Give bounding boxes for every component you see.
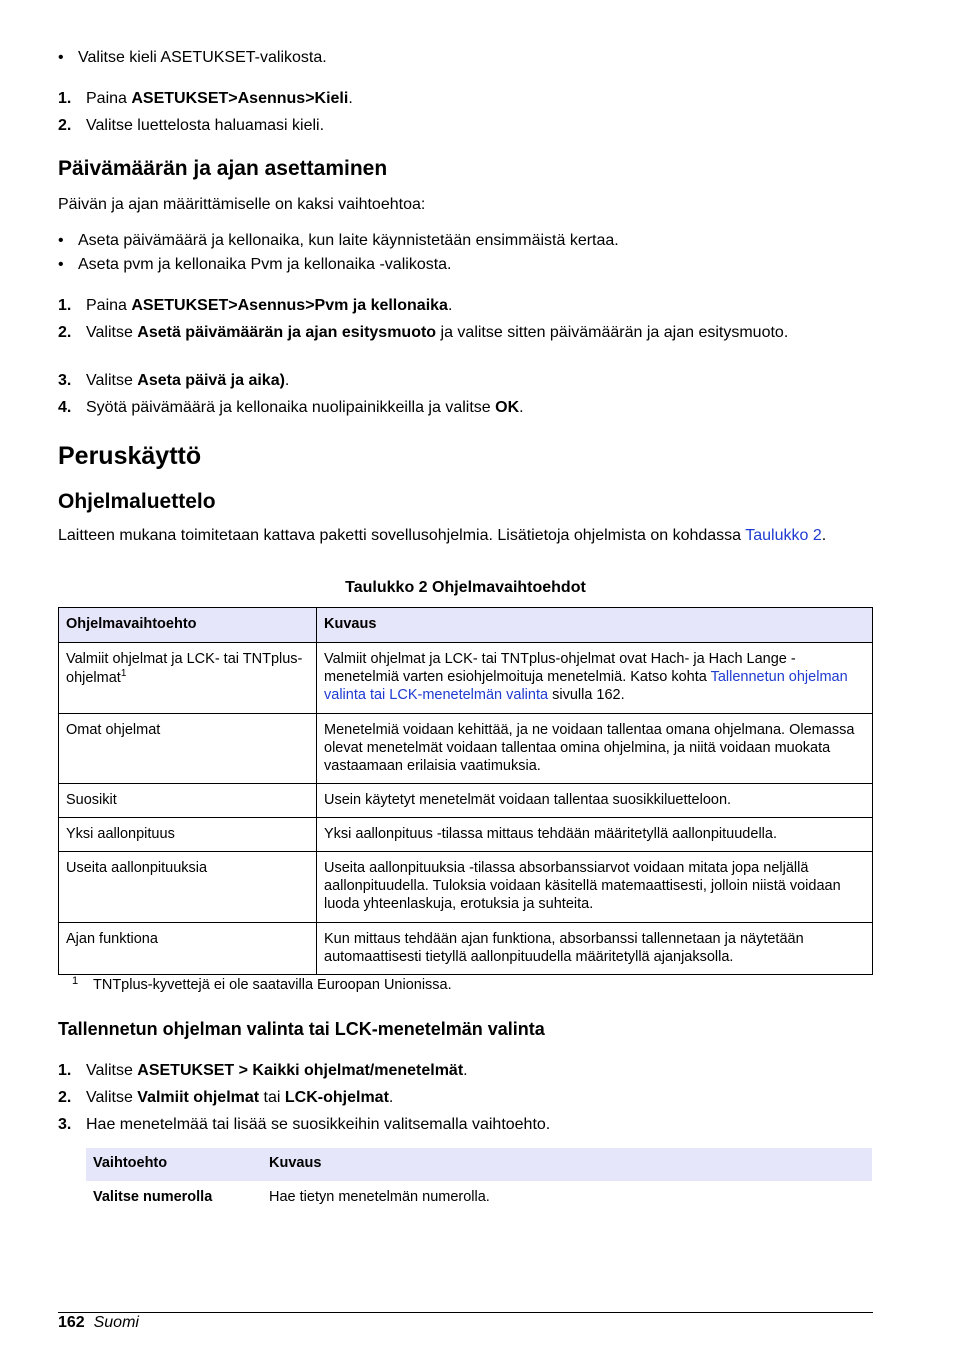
bullet-marker: •: [58, 232, 64, 249]
step-number: 2.: [58, 117, 72, 134]
bullet-marker: •: [58, 49, 64, 66]
date-step-4: [58, 398, 848, 419]
step-number: 1.: [58, 297, 72, 314]
column-header: Kuvaus: [262, 1148, 872, 1181]
description-cell: Yksi aallonpituus -tilassa mittaus tehdään määritetyllä aallonpituudella.: [317, 818, 873, 852]
lang-step-2: [58, 116, 848, 137]
table-row: [59, 713, 873, 783]
bullet-text: Aseta pvm ja kellonaika Pvm ja kellonaika -valikosta.: [78, 256, 452, 273]
program-section-title: Ohjelmaluettelo: [58, 490, 216, 513]
footnote-ref: 1: [120, 668, 127, 680]
footer-language: Suomi: [93, 1314, 139, 1331]
select-step-3: [58, 1115, 848, 1136]
option-cell: Omat ohjelmat: [59, 713, 317, 783]
description-cell: Menetelmiä voidaan kehittää, ja ne voidaan tallentaa omana ohjelmana. Olemassa olevat menetelmät voidaan tallentaa omina ohjelmina, ja niitä voidaan muokata vastaamaan erilaisia vaatimuksia.: [317, 713, 873, 783]
description-cell: Hae tietyn menetelmän numerolla.: [269, 1188, 490, 1205]
step-text: Valitse Valmiit ohjelmat tai LCK-ohjelmat.: [86, 1089, 394, 1106]
date-section-intro: Päivän ja ajan määrittämiselle on kaksi vaihtoehtoa:: [58, 196, 426, 213]
table-row: [59, 818, 873, 852]
chapter-title: Peruskäyttö: [58, 442, 202, 470]
footnote-number: 1: [72, 975, 79, 987]
step-text: Valitse Aseta päivä ja aika).: [86, 372, 290, 389]
step-number: 2.: [58, 1089, 72, 1106]
column-header: Vaihtoehto: [86, 1148, 262, 1181]
option-cell: Useita aallonpituuksia: [59, 852, 317, 922]
description-cell: Useita aallonpituuksia -tilassa absorbanssiarvot voidaan mitata jopa neljällä aallonpituudella. Tuloksia voidaan käsitellä matemaattisesti, jolloin niistä voidaan luoda yhteenlaskuja, erotuksia ja suhteita.: [317, 852, 873, 922]
select-options-table: [86, 1148, 872, 1214]
date-bullet-2: [58, 255, 452, 276]
bullet-marker: •: [58, 256, 64, 273]
program-options-table: [58, 607, 873, 975]
step-text: Valitse ASETUKSET > Kaikki ohjelmat/menetelmät.: [86, 1062, 468, 1079]
date-step-2: [58, 323, 818, 344]
step-number: 4.: [58, 399, 72, 416]
step-number: 1.: [58, 90, 72, 107]
description-cell: Kun mittaus tehdään ajan funktiona, absorbanssi tallennetaan ja näytetään automaattisesti tietyllä aallonpituudella määritetyllä ajanjaksolla.: [317, 922, 873, 974]
date-bullet-1: [58, 231, 619, 252]
table-header-row: [59, 608, 873, 643]
date-step-1: [58, 296, 848, 317]
step-text: Hae menetelmää tai lisää se suosikkeihin valitsemalla vaihtoehto.: [86, 1116, 551, 1133]
footnote-text: TNTplus-kyvettejä ei ole saatavilla Euroopan Unionissa.: [93, 977, 452, 993]
footer: [58, 1313, 139, 1334]
table-row: [86, 1181, 872, 1214]
step-text: Paina ASETUKSET>Asennus>Kieli.: [86, 90, 353, 107]
step-text: Paina ASETUKSET>Asennus>Pvm ja kellonaika.: [86, 297, 453, 314]
step-text: Valitse luettelosta haluamasi kieli.: [86, 117, 325, 134]
lang-step-1: [58, 89, 848, 110]
step-number: 3.: [58, 372, 72, 389]
column-header: Kuvaus: [317, 608, 873, 643]
column-header: Ohjelmavaihtoehto: [59, 608, 317, 643]
description-cell: Valmiit ohjelmat ja LCK- tai TNTplus-ohjelmat ovat Hach- ja Hach Lange -menetelmiä varten esiohjelmoituja menetelmiä. Katso kohta Tallennetun ohjelman valinta tai LCK-menetelmän valinta sivulla 162.: [317, 643, 873, 713]
footer-rule: [58, 1312, 873, 1313]
select-program-link[interactable]: Tallennetun ohjelman valinta tai LCK-menetelmän valinta: [324, 669, 848, 704]
step-text: Syötä päivämäärä ja kellonaika nuolipainikkeilla ja valitse OK.: [86, 399, 524, 416]
step-number: 1.: [58, 1062, 72, 1079]
description-cell: Usein käytetyt menetelmät voidaan tallentaa suosikkiluetteloon.: [317, 783, 873, 817]
table-2-link[interactable]: Taulukko 2: [745, 527, 822, 544]
step-text: Valitse Asetä päivämäärän ja ajan esitysmuoto ja valitse sitten päivämäärän ja ajan esitysmuoto.: [86, 324, 789, 341]
option-cell: Valmiit ohjelmat ja LCK- tai TNTplus-ohjelmat$^1$: [59, 643, 317, 713]
table-row: [59, 852, 873, 922]
select-step-1: [58, 1061, 848, 1082]
program-section-intro: Laitteen mukana toimitetaan kattava paketti sovellusohjelmia. Lisätietoja ohjelmista on kohdassa Taulukko 2.: [58, 527, 827, 544]
table-caption: Taulukko 2 Ohjelmavaihtoehdot: [345, 579, 586, 596]
table-row: [59, 922, 873, 974]
page-number: 162: [58, 1314, 85, 1331]
table-row: [59, 643, 873, 713]
date-step-3: [58, 371, 848, 392]
option-cell: Suosikit: [59, 783, 317, 817]
option-cell: Yksi aallonpituus: [59, 818, 317, 852]
step-number: 3.: [58, 1116, 72, 1133]
table-row: [59, 783, 873, 817]
intro-bullet: [58, 48, 327, 69]
option-cell: Ajan funktiona: [59, 922, 317, 974]
date-section-title: Päivämäärän ja ajan asettaminen: [58, 157, 388, 180]
select-step-2: [58, 1088, 848, 1109]
table-header-row: [86, 1148, 872, 1181]
intro-bullet-text: Valitse kieli ASETUKSET-valikosta.: [78, 49, 327, 66]
step-number: 2.: [58, 324, 72, 341]
option-cell: Valitse numerolla: [93, 1188, 213, 1205]
bullet-text: Aseta päivämäärä ja kellonaika, kun laite käynnistetään ensimmäistä kertaa.: [78, 232, 619, 249]
select-section-title: Tallennetun ohjelman valinta tai LCK-menetelmän valinta: [58, 1019, 545, 1039]
